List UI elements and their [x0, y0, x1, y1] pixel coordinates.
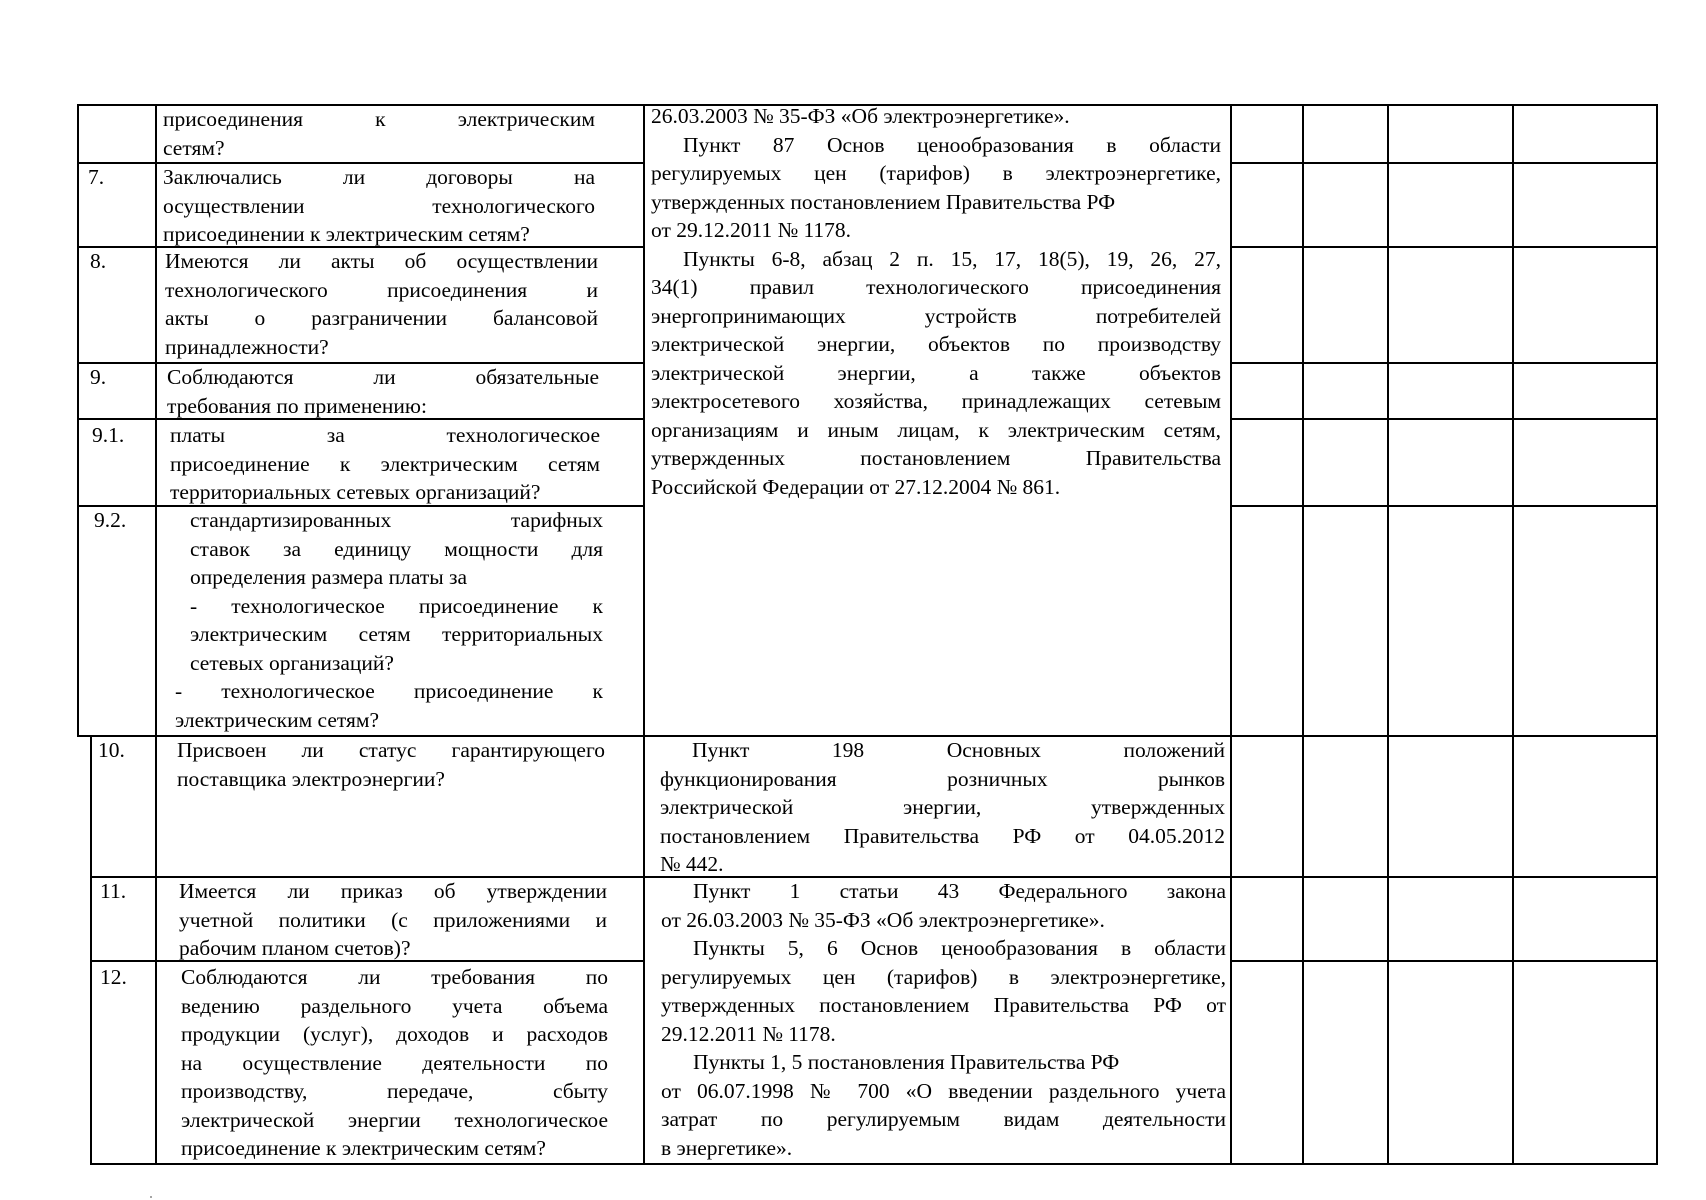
scan-speck — [150, 1196, 152, 1198]
question-line: принадлежности? — [165, 334, 329, 359]
column-divider — [643, 104, 645, 1165]
question-line: присоединение к электрическим сетям — [170, 451, 600, 476]
basis-line: электрической энергии, а также объектов — [651, 360, 1221, 385]
question-cell — [177, 736, 605, 793]
basis-line: энергопринимающих устройств потребителей — [651, 303, 1221, 328]
question-line: Соблюдаются ли обязательные — [167, 365, 599, 389]
question-line: - технологическое присоединение к — [175, 679, 603, 703]
basis-line: 29.12.2011 № 1178. — [661, 1021, 836, 1046]
question-line: стандартизированных тарифных — [190, 508, 603, 532]
basis-line: электросетевого хозяйства, принадлежащих сетевым — [651, 389, 1221, 413]
question-line: платы за технологическое — [170, 423, 600, 447]
question-cell — [179, 877, 607, 963]
basis-line: Пункт 198 Основных положений — [692, 738, 1225, 762]
basis-line: электрической энергии, утвержденных — [660, 795, 1225, 819]
question-line: Имеются ли акты об осуществлении — [165, 249, 598, 273]
basis-line: № 442. — [660, 852, 724, 876]
basis-line: регулируемых цен (тарифов) в электроэнергетике, — [651, 161, 1221, 185]
basis-line: затрат по регулируемым видам деятельности — [661, 1107, 1226, 1131]
basis-line: регулируемых цен (тарифов) в электроэнергетике, — [661, 964, 1226, 989]
basis-line: от 06.07.1998 № 700 «О введении раздельного учета — [661, 1078, 1226, 1103]
table-left-border — [90, 735, 92, 1165]
basis-line: организациям и иным лицам, к электрическим сетям, — [651, 417, 1221, 442]
row-divider — [1232, 505, 1658, 507]
question-line: осуществлении технологического — [163, 193, 595, 218]
row-number: 9. — [90, 365, 107, 389]
question-line: рабочим планом счетов)? — [179, 936, 411, 960]
basis-line: электрической энергии, объектов по производству — [651, 332, 1221, 356]
column-divider — [155, 104, 157, 1165]
column-divider — [1387, 104, 1389, 1165]
column-divider — [1302, 104, 1304, 1165]
question-line: требования по применению: — [167, 393, 427, 418]
row-number: 12. — [100, 965, 127, 989]
question-line: ведению раздельного учета объема — [181, 993, 608, 1018]
question-cell — [175, 506, 603, 734]
basis-line: постановлением Правительства РФ от 04.05.2012 — [660, 823, 1225, 848]
table-left-border — [77, 104, 79, 736]
question-line: Присвоен ли статус гарантирующего — [177, 738, 605, 762]
question-line: Соблюдаются ли требования по — [181, 965, 608, 989]
row-divider — [1232, 246, 1658, 248]
basis-line: функционирования розничных рынков — [660, 766, 1225, 791]
question-line: учетной политики (с приложениями и — [179, 907, 607, 932]
basis-line: Пункт 1 статьи 43 Федерального закона — [693, 879, 1226, 903]
table-right-border — [1656, 104, 1658, 1165]
question-line: акты о разграничении балансовой — [165, 306, 598, 330]
question-cell — [170, 421, 600, 507]
basis-line: 26.03.2003 № 35-ФЗ «Об электроэнергетике». — [651, 104, 1070, 128]
question-line: территориальных сетевых организаций? — [170, 480, 541, 504]
legal-basis-cell — [660, 736, 1225, 879]
basis-line: Пункт 87 Основ ценообразования в области — [683, 132, 1221, 157]
question-line: присоединения к электрическим — [163, 107, 595, 131]
row-divider — [1232, 162, 1658, 164]
basis-line: утвержденных постановлением Правительства РФ — [651, 189, 1116, 214]
basis-line: от 26.03.2003 № 35-ФЗ «Об электроэнергетике». — [661, 907, 1105, 932]
legal-basis-cell — [661, 877, 1226, 1162]
basis-line: Пункты 1, 5 постановления Правительства РФ — [693, 1050, 1120, 1074]
table-bottom-border — [90, 1163, 1658, 1165]
basis-line: утвержденных постановлением Правительства РФ от — [661, 993, 1226, 1017]
question-line: производству, передаче, сбыту — [181, 1079, 608, 1103]
basis-line: Пункты 5, 6 Основ ценообразования в области — [693, 936, 1226, 960]
row-divider — [1232, 362, 1658, 364]
question-line: - технологическое присоединение к — [190, 593, 603, 618]
question-line: электрическим сетям? — [175, 707, 380, 732]
row-number: 8. — [90, 249, 107, 273]
question-line: определения размера платы за — [190, 565, 468, 589]
row-divider — [1232, 960, 1658, 962]
basis-line: от 29.12.2011 № 1178. — [651, 218, 852, 242]
question-line: электрической энергии технологическое — [181, 1107, 608, 1132]
question-line: сетям? — [163, 135, 225, 160]
question-cell — [181, 963, 608, 1163]
question-line: сетевых организаций? — [190, 650, 394, 675]
question-line: технологического присоединения и — [165, 277, 598, 302]
question-line: Заключались ли договоры на — [163, 165, 595, 189]
basis-line: Пункты 6-8, абзац 2 п. 15, 17, 18(5), 19, 26, 27, — [683, 246, 1221, 271]
row-number: 11. — [100, 879, 127, 903]
column-divider — [1512, 104, 1514, 1165]
question-line: присоединение к электрическим сетям? — [181, 1136, 546, 1160]
question-line: электрическим сетям территориальных — [190, 622, 603, 646]
question-cell — [163, 163, 595, 249]
question-line: поставщика электроэнергии? — [177, 766, 445, 791]
row-number: 9.2. — [94, 508, 127, 532]
question-cell — [165, 247, 598, 361]
row-number: 9.1. — [92, 423, 125, 447]
basis-line: утвержденных постановлением Правительства — [651, 446, 1221, 470]
basis-line: Российской Федерации от 27.12.2004 № 861. — [651, 474, 1061, 499]
basis-line: в энергетике». — [661, 1135, 793, 1160]
question-line: продукции (услуг), доходов и расходов — [181, 1022, 608, 1046]
question-line: на осуществление деятельности по — [181, 1050, 608, 1075]
row-number: 10. — [98, 738, 125, 762]
legal-basis-cell — [651, 102, 1221, 501]
question-cell — [167, 363, 599, 420]
question-line: ставок за единицу мощности для — [190, 536, 603, 561]
column-divider — [1230, 104, 1232, 1165]
row-divider — [1232, 418, 1658, 420]
question-cell — [163, 105, 595, 162]
question-line: присоединении к электрическим сетям? — [163, 222, 530, 246]
row-number: 7. — [88, 165, 105, 189]
basis-line: 34(1) правил технологического присоединения — [651, 275, 1221, 299]
question-line: Имеется ли приказ об утверждении — [179, 879, 607, 903]
